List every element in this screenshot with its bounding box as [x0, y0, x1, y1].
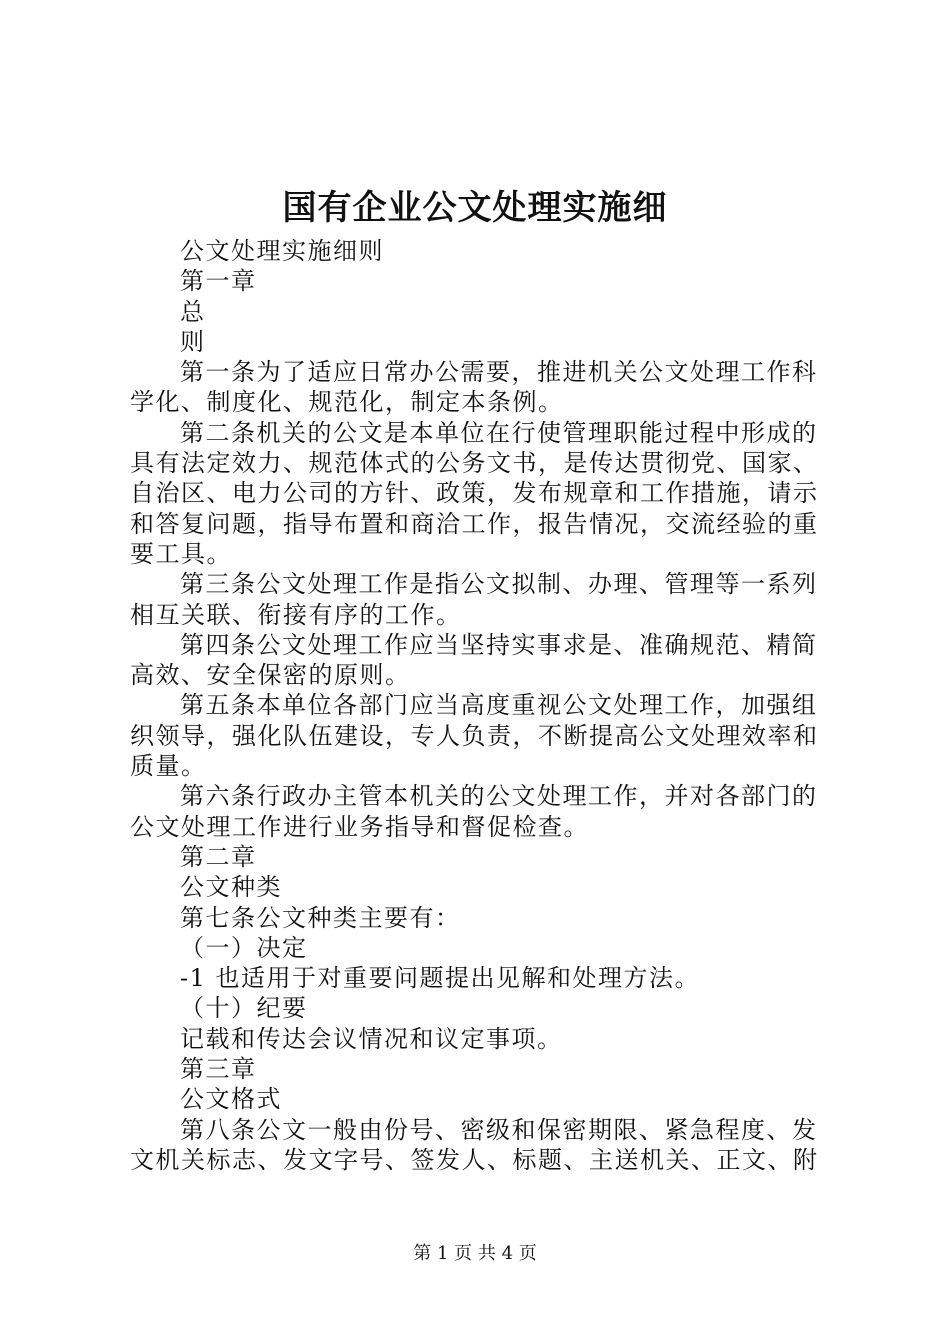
paragraph-line: 自治区、电力公司的方针、政策，发布规章和工作措施，请示: [130, 479, 819, 508]
body-line: 公文格式: [180, 1085, 282, 1114]
paragraph-line: 第二条机关的公文是本单位在行使管理职能过程中形成的: [180, 418, 818, 447]
paragraph-line: 第六条行政办主管本机关的公文处理工作，并对各部门的: [180, 782, 818, 811]
paragraph-line: 第八条公文一般由份号、密级和保密期限、紧急程度、发: [180, 1115, 818, 1144]
paragraph-line: 第四条公文处理工作应当坚持实事求是、准确规范、精简: [180, 630, 818, 659]
body-line: 总: [180, 297, 206, 326]
paragraph-line: 具有法定效力、规范体式的公务文书，是传达贯彻党、国家、: [130, 449, 819, 478]
body-line: 第七条公文种类主要有：: [180, 903, 461, 932]
paragraph-line: 织领导，强化队伍建设，专人负责，不断提高公文处理效率和: [130, 721, 819, 750]
paragraph: [130, 781, 830, 842]
body-line: 第三章: [180, 1055, 257, 1084]
paragraph-line: 文机关标志、发文字号、签发人、标题、主送机关、正文、附: [130, 1145, 819, 1174]
body-line: 公文种类: [180, 873, 282, 902]
document-body: [130, 236, 830, 1175]
paragraph-line: 质量。: [130, 752, 207, 781]
paragraph: [130, 569, 830, 630]
body-line: （一）决定: [180, 933, 308, 962]
paragraph: [130, 418, 830, 569]
paragraph: [130, 1115, 830, 1176]
paragraph-line: 学化、制度化、规范化，制定本条例。: [130, 388, 564, 417]
paragraph-line: 第三条公文处理工作是指公文拟制、办理、管理等一系列: [180, 570, 818, 599]
body-line: 公文处理实施细则: [180, 237, 384, 265]
paragraph: [130, 357, 830, 418]
paragraph-line: 要工具。: [130, 539, 232, 568]
paragraph-line: 第五条本单位各部门应当高度重视公文处理工作，加强组: [180, 691, 818, 720]
paragraph-line: 第一条为了适应日常办公需要，推进机关公文处理工作科: [180, 358, 818, 387]
paragraph-line: 相互关联、衔接有序的工作。: [130, 600, 462, 629]
paragraph: [130, 630, 830, 691]
body-line: 记载和传达会议情况和议定事项。: [180, 1024, 563, 1053]
body-line: 第一章: [180, 267, 257, 296]
body-line: 则: [180, 327, 206, 356]
paragraph: [130, 690, 830, 781]
body-line: 第二章: [180, 842, 257, 871]
paragraph-line: 高效、安全保密的原则。: [130, 661, 411, 690]
document-title: 国有企业公文处理实施细: [282, 188, 668, 228]
page-footer: 第 1 页 共 4 页: [413, 1243, 537, 1264]
body-line: -1 也适用于对重要问题提出见解和处理方法。: [180, 964, 701, 993]
body-line: （十）纪要: [180, 994, 308, 1023]
paragraph-line: 公文处理工作进行业务指导和督促检查。: [130, 812, 589, 841]
paragraph-line: 和答复问题，指导布置和商洽工作，报告情况，交流经验的重: [130, 509, 819, 538]
